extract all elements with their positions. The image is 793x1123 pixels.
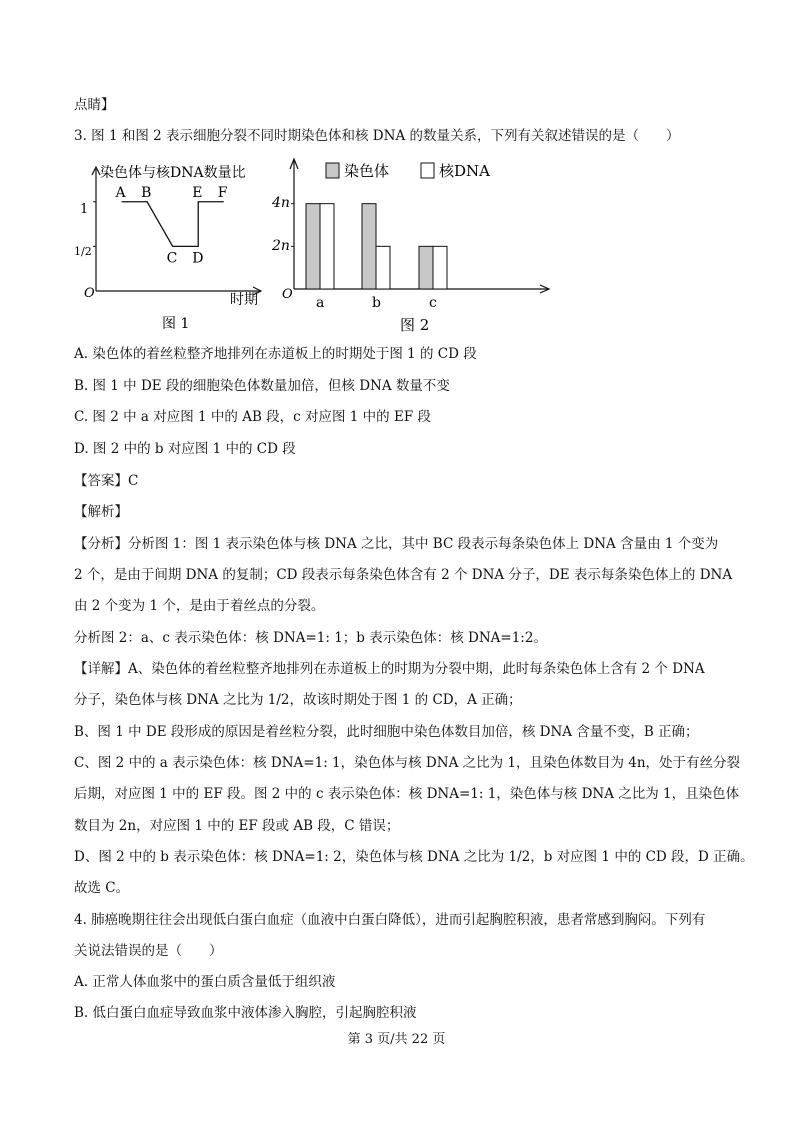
figure-1-ytick-half: 1/2 [74,245,92,258]
answer-line: 【答案】C [74,473,139,489]
figure-1-ratio-line [122,202,224,247]
question-3-option-a: A. 染色体的着丝粒整齐地排列在赤道板上的时期处于图 1 的 CD 段 [74,346,477,362]
figure-2-ytick-4n: 4n [272,195,290,211]
analysis-line: 【详解】A、染色体的着丝粒整齐地排列在赤道板上的时期为分裂中期，此时每条染色体上含有 2 个 DNA [74,661,705,677]
figure-2-bar-b-chromosome [362,204,376,289]
figure-1-y-axis-label: 染色体与核DNA数量比 [100,165,246,181]
analysis-line: 分析图 2：a、c 表示染色体：核 DNA=1: 1；b 表示染色体：核 DNA=1:2。 [74,630,547,646]
figure-1-point-label-b: B [141,184,152,201]
figure-1-point-label-d: D [192,250,204,267]
figure-1-point-label-e: E [192,184,203,201]
analysis-line: 2 个，是由于间期 DNA 的复制；CD 段表示每条染色体含有 2 个 DNA 分子，DE 表示每条染色体上的 DNA [74,567,733,583]
legend-swatch-nuclear-dna [421,163,434,178]
analysis-label: 【解析】 [74,504,128,520]
figure-2-bar-a-nuclear-dna [320,204,334,289]
figure-1-ytick-1: 1 [80,202,89,217]
analysis-line: 由 2 个变为 1 个，是由于着丝点的分裂。 [74,598,325,614]
question-4-option-a: A. 正常人体血浆中的蛋白质含量低于组织液 [74,974,336,990]
page-footer: 第 3 页/共 22 页 [347,1032,446,1047]
question-4-stem-line-1: 4. 肺癌晚期往往会出现低白蛋白血症（血液中白蛋白降低），进而引起胸腔积液，患者常感到胸闷。下列有 [74,912,706,928]
question-3-option-c: C. 图 2 中 a 对应图 1 中的 AB 段，c 对应图 1 中的 EF 段 [74,409,431,425]
figure-2-category-label-c: c [429,295,437,311]
legend-label-chromosome: 染色体 [344,162,390,180]
question-3-option-d: D. 图 2 中的 b 对应图 1 中的 CD 段 [74,441,296,457]
figure-2-bar-chart [268,155,558,335]
figure-2-origin-label: O [282,287,293,302]
figure-1-point-label-a: A [115,184,126,201]
question-3-stem: 3. 图 1 和图 2 表示细胞分裂不同时期染色体和核 DNA 的数量关系，下列有关叙述错误的是（ ） [74,128,680,144]
legend-label-nuclear-dna: 核DNA [439,162,490,180]
question-3-option-b: B. 图 1 中 DE 段的细胞染色体数量加倍，但核 DNA 数量不变 [74,378,450,394]
previous-section-fragment: 点睛】 [74,97,115,113]
analysis-line: 【分析】分析图 1：图 1 表示染色体与核 DNA 之比，其中 BC 段表示每条染色体上 DNA 含量由 1 个变为 [74,536,719,552]
figure-2-bar-b-nuclear-dna [376,246,390,289]
figure-1-x-axis-label: 时期 [230,292,258,308]
analysis-line: 数目为 2n，对应图 1 中的 EF 段或 AB 段，C 错误； [74,818,400,834]
figure-2-category-label-b: b [372,295,381,311]
figure-1-point-label-f: F [217,184,228,201]
analysis-line: 分子，染色体与核 DNA 之比为 1/2，故该时期处于图 1 的 CD，A 正确； [74,692,522,708]
legend-swatch-chromosome [326,163,339,178]
analysis-line: B、图 1 中 DE 段形成的原因是着丝粒分裂，此时细胞中染色体数目加倍，核 DNA 含量不变，B 正确； [74,724,699,740]
figure-1-line-chart [70,155,270,335]
analysis-line: C、图 2 中的 a 表示染色体：核 DNA=1: 1，染色体与核 DNA 之比为 1，且染色体数目为 4n，处于有丝分裂 [74,755,741,771]
figure-2-caption: 图 2 [400,316,430,334]
analysis-line: D、图 2 中的 b 表示染色体：核 DNA=1: 2，染色体与核 DNA 之比为 1/2，b 对应图 1 中的 CD 段，D 正确。 [74,849,754,865]
figure-1-origin-label: O [84,286,95,301]
figure-2-category-label-a: a [316,295,325,311]
analysis-line: 后期，对应图 1 中的 EF 段。图 2 中的 c 表示染色体：核 DNA=1: 1，染色体与核 DNA 之比为 1，且染色体 [74,786,740,802]
figure-2-bar-a-chromosome [306,204,320,289]
figure-1-caption: 图 1 [162,316,190,332]
figure-2-bar-c-chromosome [419,246,433,289]
figure-2-ytick-2n: 2n [272,238,290,254]
figure-1-point-label-c: C [166,250,178,267]
question-4-option-b: B. 低白蛋白血症导致血浆中液体渗入胸腔，引起胸腔积液 [74,1005,417,1021]
analysis-line: 故选 C。 [74,880,130,896]
figure-2-bar-c-nuclear-dna [433,246,447,289]
question-4-stem-line-2: 关说法错误的是（ ） [74,943,223,959]
